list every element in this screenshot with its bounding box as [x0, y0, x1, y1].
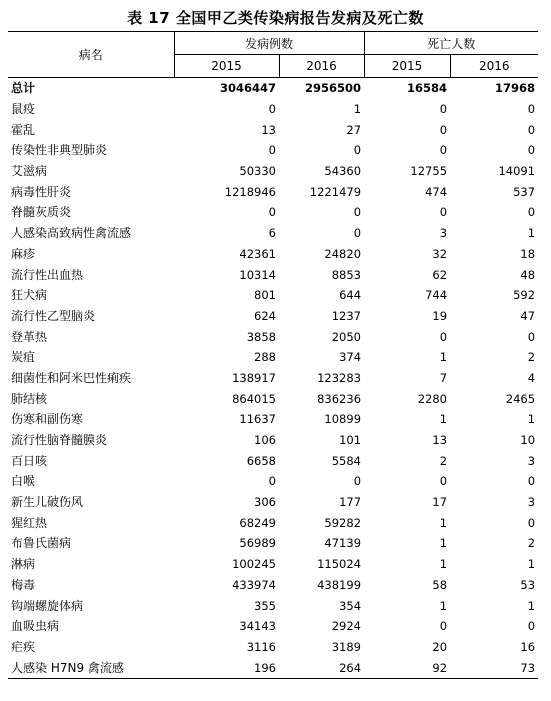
table-row [8, 326, 538, 347]
value-deaths-2015: 17 [432, 495, 448, 510]
value-cases-2015: 306 [254, 495, 276, 510]
value-deaths-2015: 1 [439, 515, 448, 530]
value-cases-2015: 106 [254, 433, 276, 448]
value-cases-2016: 59282 [324, 515, 362, 530]
table-row [8, 554, 538, 575]
disease-name: 病毒性肝炎 [11, 184, 72, 199]
value-cases-2015: 801 [254, 288, 276, 303]
header-deaths: 死亡人数 [364, 32, 538, 55]
disease-name: 炭疽 [11, 350, 36, 365]
value-cases-2016: 24820 [324, 246, 362, 261]
header-year-deaths-2016: 2016 [450, 55, 538, 78]
value-deaths-2015: 0 [439, 122, 448, 137]
value-deaths-2015: 0 [439, 619, 448, 634]
value-deaths-2016: 14091 [498, 164, 536, 179]
disease-statistics-table [8, 31, 538, 679]
total-label: 总计 [11, 81, 36, 96]
value-cases-2015: 355 [254, 598, 276, 613]
value-cases-2015: 3858 [246, 329, 276, 344]
value-deaths-2015: 1 [439, 598, 448, 613]
value-deaths-2016: 0 [527, 143, 536, 158]
value-deaths-2015: 58 [432, 577, 448, 592]
disease-name: 白喉 [11, 474, 36, 489]
value-cases-2016: 0 [353, 226, 362, 241]
value-deaths-2016: 4 [527, 370, 536, 385]
value-cases-2015: 42361 [239, 246, 276, 261]
value-deaths-2016: 10 [520, 433, 536, 448]
disease-name: 百日咳 [11, 453, 48, 468]
header-year-cases-2016: 2016 [279, 55, 364, 78]
value-deaths-2016: 0 [527, 474, 536, 489]
value-cases-2016: 54360 [324, 164, 362, 179]
value-cases-2016: 1237 [331, 308, 362, 323]
value-deaths-2016: 2465 [505, 391, 536, 406]
disease-name: 疟疾 [11, 639, 36, 654]
table-row [8, 575, 538, 596]
value-deaths-2015: 3 [439, 226, 448, 241]
value-deaths-2015: 744 [425, 288, 448, 303]
value-deaths-2015: 2280 [417, 391, 448, 406]
value-cases-2016: 1221479 [309, 184, 362, 199]
value-deaths-2015: 0 [439, 329, 448, 344]
value-cases-2016: 374 [339, 350, 362, 365]
value-deaths-2015: 1 [439, 350, 448, 365]
total-cases-2016: 2956500 [305, 81, 362, 96]
disease-name: 霍乱 [11, 122, 36, 137]
table-row [8, 202, 538, 223]
value-deaths-2015: 12755 [410, 164, 448, 179]
table-row [8, 264, 538, 285]
value-deaths-2015: 19 [432, 308, 448, 323]
header-cases: 发病例数 [174, 32, 364, 55]
value-deaths-2016: 47 [520, 308, 536, 323]
value-cases-2016: 123283 [317, 370, 362, 385]
value-deaths-2015: 0 [439, 143, 448, 158]
table-row [8, 595, 538, 616]
value-deaths-2015: 0 [439, 474, 448, 489]
value-cases-2015: 34143 [239, 619, 276, 634]
disease-name: 人感染 H7N9 禽流感 [8, 657, 174, 678]
total-deaths-2015: 16584 [407, 81, 448, 96]
table-row [8, 409, 538, 430]
total-deaths-2016: 17968 [495, 81, 536, 96]
value-cases-2015: 56989 [239, 536, 276, 551]
table-row [8, 285, 538, 306]
value-deaths-2015: 92 [364, 657, 450, 678]
value-cases-2015: 288 [254, 350, 276, 365]
disease-name: 流行性乙型脑炎 [11, 308, 96, 323]
disease-name: 鼠疫 [11, 102, 36, 117]
value-deaths-2016: 1 [527, 598, 536, 613]
disease-name: 血吸虫病 [11, 619, 60, 634]
disease-name: 人感染高致病性禽流感 [11, 226, 132, 241]
table-row [8, 181, 538, 202]
value-cases-2015: 11637 [239, 412, 276, 427]
value-cases-2016: 354 [339, 598, 362, 613]
value-cases-2016: 8853 [331, 267, 362, 282]
value-deaths-2016: 3 [527, 495, 536, 510]
table-title: 表 17 全国甲乙类传染病报告发病及死亡数 [127, 9, 424, 27]
value-deaths-2016: 2 [527, 350, 536, 365]
value-deaths-2015: 1 [439, 536, 448, 551]
disease-name: 脊髓灰质炎 [11, 205, 72, 220]
value-cases-2015: 68249 [239, 515, 276, 530]
table-row [8, 368, 538, 389]
value-deaths-2016: 0 [527, 102, 536, 117]
table-row [8, 244, 538, 265]
total-row [8, 78, 538, 99]
disease-name: 钩端螺旋体病 [11, 598, 84, 613]
value-deaths-2016: 2 [527, 536, 536, 551]
value-cases-2015: 0 [268, 143, 276, 158]
value-cases-2016: 0 [353, 143, 362, 158]
value-deaths-2015: 0 [439, 102, 448, 117]
table-row [8, 616, 538, 637]
disease-name: 传染性非典型肺炎 [11, 143, 108, 158]
value-cases-2015: 100245 [232, 557, 276, 572]
value-cases-2016: 2924 [331, 619, 362, 634]
value-deaths-2015: 1 [439, 557, 448, 572]
table-row [8, 637, 538, 658]
value-cases-2016: 264 [279, 657, 364, 678]
disease-name: 艾滋病 [11, 164, 48, 179]
value-cases-2015: 1218946 [224, 184, 276, 199]
value-cases-2015: 0 [268, 474, 276, 489]
value-cases-2016: 0 [353, 474, 362, 489]
value-deaths-2015: 62 [432, 267, 448, 282]
value-deaths-2015: 474 [425, 184, 448, 199]
disease-name: 猩红热 [11, 515, 48, 530]
value-deaths-2015: 2 [439, 453, 448, 468]
value-cases-2015: 624 [254, 308, 276, 323]
value-deaths-2016: 1 [527, 226, 536, 241]
value-cases-2015: 0 [268, 102, 276, 117]
value-cases-2016: 2050 [331, 329, 362, 344]
table-row [8, 161, 538, 182]
value-cases-2016: 101 [339, 433, 362, 448]
value-cases-2015: 6 [268, 226, 276, 241]
value-deaths-2015: 20 [432, 639, 448, 654]
value-deaths-2016: 0 [527, 329, 536, 344]
value-deaths-2016: 18 [520, 246, 536, 261]
value-cases-2015: 864015 [232, 391, 276, 406]
table-row [8, 512, 538, 533]
value-cases-2015: 13 [261, 122, 276, 137]
disease-name: 流行性出血热 [11, 267, 84, 282]
value-cases-2015: 6658 [246, 453, 276, 468]
header-year-deaths-2015: 2015 [364, 55, 450, 78]
value-deaths-2015: 7 [439, 370, 448, 385]
value-deaths-2016: 0 [527, 515, 536, 530]
disease-name: 肺结核 [11, 391, 48, 406]
value-cases-2016: 177 [339, 495, 362, 510]
value-deaths-2016: 0 [527, 205, 536, 220]
value-cases-2016: 47139 [324, 536, 362, 551]
disease-name: 狂犬病 [11, 288, 48, 303]
header-row-groups [8, 32, 538, 55]
value-deaths-2016: 1 [527, 557, 536, 572]
value-cases-2015: 0 [268, 205, 276, 220]
value-deaths-2015: 32 [432, 246, 448, 261]
value-deaths-2016: 16 [520, 639, 536, 654]
value-cases-2015: 10314 [239, 267, 276, 282]
table-body [8, 78, 538, 679]
value-cases-2015: 433974 [232, 577, 276, 592]
total-cases-2015: 3046447 [219, 81, 276, 96]
table-row [8, 471, 538, 492]
value-deaths-2016: 1 [527, 412, 536, 427]
value-deaths-2016: 3 [527, 453, 536, 468]
value-cases-2016: 836236 [317, 391, 362, 406]
value-cases-2015: 3116 [246, 639, 276, 654]
disease-name: 流行性脑脊髓膜炎 [11, 433, 108, 448]
value-deaths-2015: 13 [432, 433, 448, 448]
value-cases-2016: 5584 [331, 453, 362, 468]
value-deaths-2016: 73 [450, 657, 538, 678]
disease-name: 细菌性和阿米巴性痢疾 [11, 370, 132, 385]
value-deaths-2016: 0 [527, 619, 536, 634]
value-deaths-2015: 1 [439, 412, 448, 427]
disease-name: 梅毒 [11, 577, 36, 592]
table-row [8, 140, 538, 161]
table-row [8, 492, 538, 513]
table-row [8, 223, 538, 244]
value-cases-2016: 438199 [317, 577, 362, 592]
value-deaths-2016: 53 [520, 577, 536, 592]
value-cases-2016: 10899 [324, 412, 362, 427]
table-row [8, 99, 538, 120]
value-deaths-2016: 592 [513, 288, 536, 303]
table-row [8, 388, 538, 409]
table-row [8, 119, 538, 140]
value-deaths-2016: 48 [520, 267, 536, 282]
disease-name: 布鲁氏菌病 [11, 536, 72, 551]
value-deaths-2015: 0 [439, 205, 448, 220]
value-cases-2016: 644 [339, 288, 362, 303]
value-cases-2016: 1 [353, 102, 362, 117]
disease-name: 麻疹 [11, 246, 36, 261]
value-cases-2015: 196 [174, 657, 279, 678]
value-deaths-2016: 537 [513, 184, 536, 199]
table-row [8, 450, 538, 471]
table-row [8, 347, 538, 368]
value-cases-2016: 27 [346, 122, 362, 137]
value-cases-2016: 115024 [317, 557, 362, 572]
value-cases-2015: 138917 [232, 370, 276, 385]
header-disease-name: 病名 [8, 32, 174, 78]
value-cases-2016: 3189 [331, 639, 362, 654]
table-row [8, 430, 538, 451]
disease-name: 登革热 [11, 329, 48, 344]
value-cases-2016: 0 [353, 205, 362, 220]
value-deaths-2016: 0 [527, 122, 536, 137]
header-year-cases-2015: 2015 [174, 55, 279, 78]
value-cases-2015: 50330 [239, 164, 276, 179]
table-row [8, 306, 538, 327]
disease-name: 伤寒和副伤寒 [11, 412, 84, 427]
disease-name: 新生儿破伤风 [11, 495, 84, 510]
table-row [8, 657, 538, 678]
table-row [8, 533, 538, 554]
disease-name: 淋病 [11, 557, 36, 572]
